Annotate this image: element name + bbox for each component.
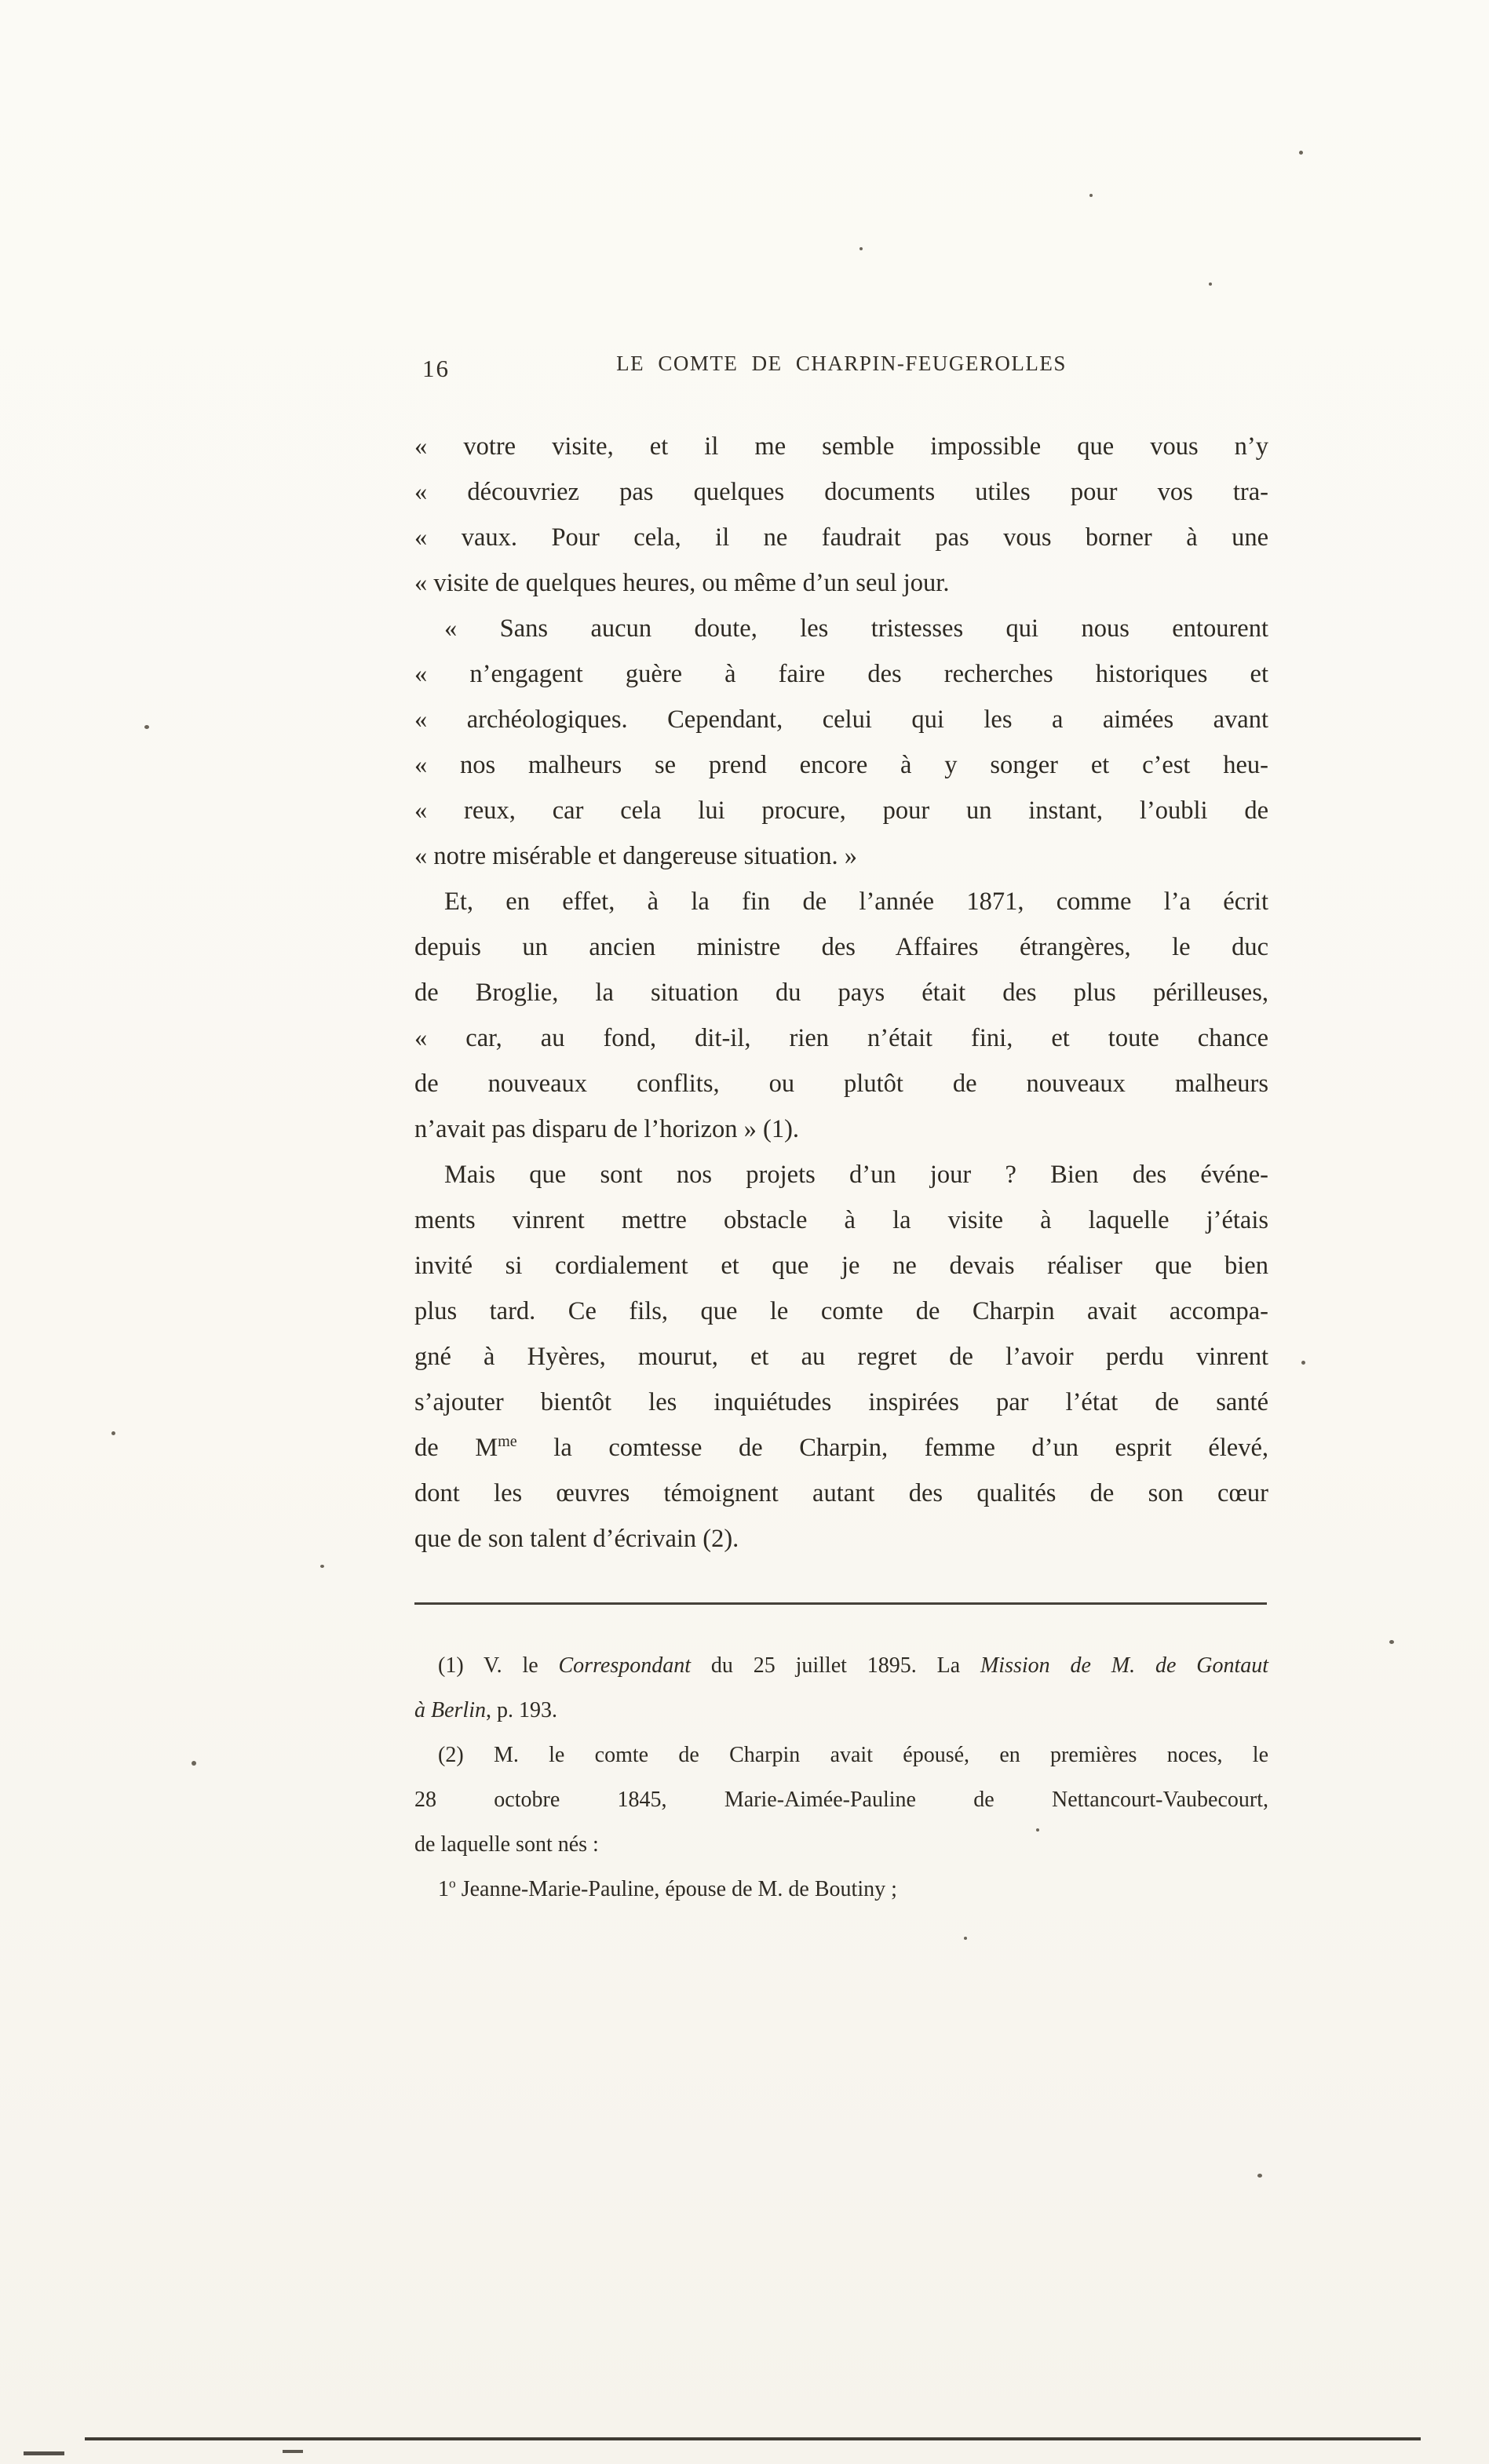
- scan-speck: [1257, 2174, 1262, 2178]
- text-line: plus tard. Ce fils, que le comte de Charpin avait accompa-: [414, 1297, 1268, 1325]
- text-line: « reux, car cela lui procure, pour un instant, l’oubli de: [414, 796, 1268, 825]
- text-line: de $M^{me}$ la comtesse de Charpin, femme d’un esprit élevé,: [414, 1433, 1269, 1462]
- text-line: « Sans aucun doute, les tristesses qui nous entourent: [444, 614, 1268, 643]
- text-line: depuis un ancien ministre des Affaires étrangères, le duc: [414, 933, 1268, 961]
- footnote-rule: [414, 1602, 1267, 1605]
- text-line: Mais que sont nos projets d’un jour ? Bien des événe-: [444, 1161, 1268, 1189]
- text-line: « n’engagent guère à faire des recherches historiques et: [414, 660, 1268, 688]
- page-header: [414, 352, 1268, 394]
- footnotes: [414, 1643, 1268, 1912]
- text-line: de Broglie, la situation du pays était des plus périlleuses,: [414, 979, 1268, 1007]
- text-line: « vaux. Pour cela, il ne faudrait pas vous borner à une: [414, 523, 1268, 552]
- scan-speck: [1301, 1361, 1305, 1365]
- text-line: n’avait pas disparu de l’horizon » (1).: [414, 1115, 800, 1143]
- page-number: 16: [422, 355, 450, 382]
- body-text: [414, 424, 1268, 1562]
- scan-edge-line: [85, 2437, 1421, 2440]
- scan-corner-dots: [283, 2450, 303, 2453]
- footnote-line: de laquelle sont nés :: [414, 1832, 599, 1857]
- footnote-line: à Berlin, p. 193.: [414, 1698, 557, 1722]
- text-line: « notre misérable et dangereuse situation. »: [414, 842, 858, 870]
- scan-speck: [192, 1761, 196, 1766]
- scan-corner-mark: [24, 2451, 64, 2455]
- scan-speck: [111, 1431, 115, 1435]
- running-title: LE COMTE DE CHARPIN-FEUGEROLLES: [616, 352, 1067, 375]
- scan-speck: [320, 1565, 324, 1568]
- text-line: ments vinrent mettre obstacle à la visite à laquelle j’étais: [414, 1206, 1268, 1234]
- scan-speck: [1389, 1640, 1394, 1644]
- text-line: « nos malheurs se prend encore à y songer et c’est heu-: [414, 751, 1268, 779]
- footnote-line: 1$^o$ Jeanne-Marie-Pauline, épouse de M. de Boutiny ;: [438, 1875, 897, 1901]
- text-line: s’ajouter bientôt les inquiétudes inspirées par l’état de santé: [414, 1388, 1268, 1416]
- scan-speck: [1299, 151, 1303, 155]
- scan-speck: [859, 247, 863, 250]
- text-line: « votre visite, et il me semble impossible que vous n’y: [414, 432, 1268, 461]
- footnote-line: (2) M. le comte de Charpin avait épousé, en premières noces, le: [438, 1743, 1268, 1767]
- text-line: de nouveaux conflits, ou plutôt de nouveaux malheurs: [414, 1070, 1268, 1098]
- text-line: invité si cordialement et que je ne devais réaliser que bien: [414, 1252, 1268, 1280]
- scan-speck: [1209, 282, 1212, 286]
- text-line: dont les œuvres témoignent autant des qualités de son cœur: [414, 1479, 1268, 1507]
- text-line: « car, au fond, dit-il, rien n’était fini, et toute chance: [414, 1024, 1268, 1052]
- text-line: « visite de quelques heures, ou même d’un seul jour.: [414, 569, 950, 597]
- scan-speck: [1036, 1828, 1039, 1832]
- footnote-line: (1) V. le Correspondant du 25 juillet 1895. La Mission de M. de Gontaut: [438, 1653, 1268, 1678]
- text-line: Et, en effet, à la fin de l’année 1871, comme l’a écrit: [444, 888, 1268, 916]
- scan-speck: [144, 725, 149, 729]
- text-line: gné à Hyères, mourut, et au regret de l’avoir perdu vinrent: [414, 1343, 1268, 1371]
- text-line: « découvriez pas quelques documents utiles pour vos tra-: [414, 478, 1268, 506]
- scan-speck: [1089, 194, 1093, 197]
- footnote-line: 28 octobre 1845, Marie-Aimée-Pauline de Nettancourt-Vaubecourt,: [414, 1788, 1268, 1812]
- scan-speck: [964, 1937, 967, 1940]
- text-line: que de son talent d’écrivain (2).: [414, 1525, 739, 1553]
- text-line: « archéologiques. Cependant, celui qui les a aimées avant: [414, 705, 1268, 734]
